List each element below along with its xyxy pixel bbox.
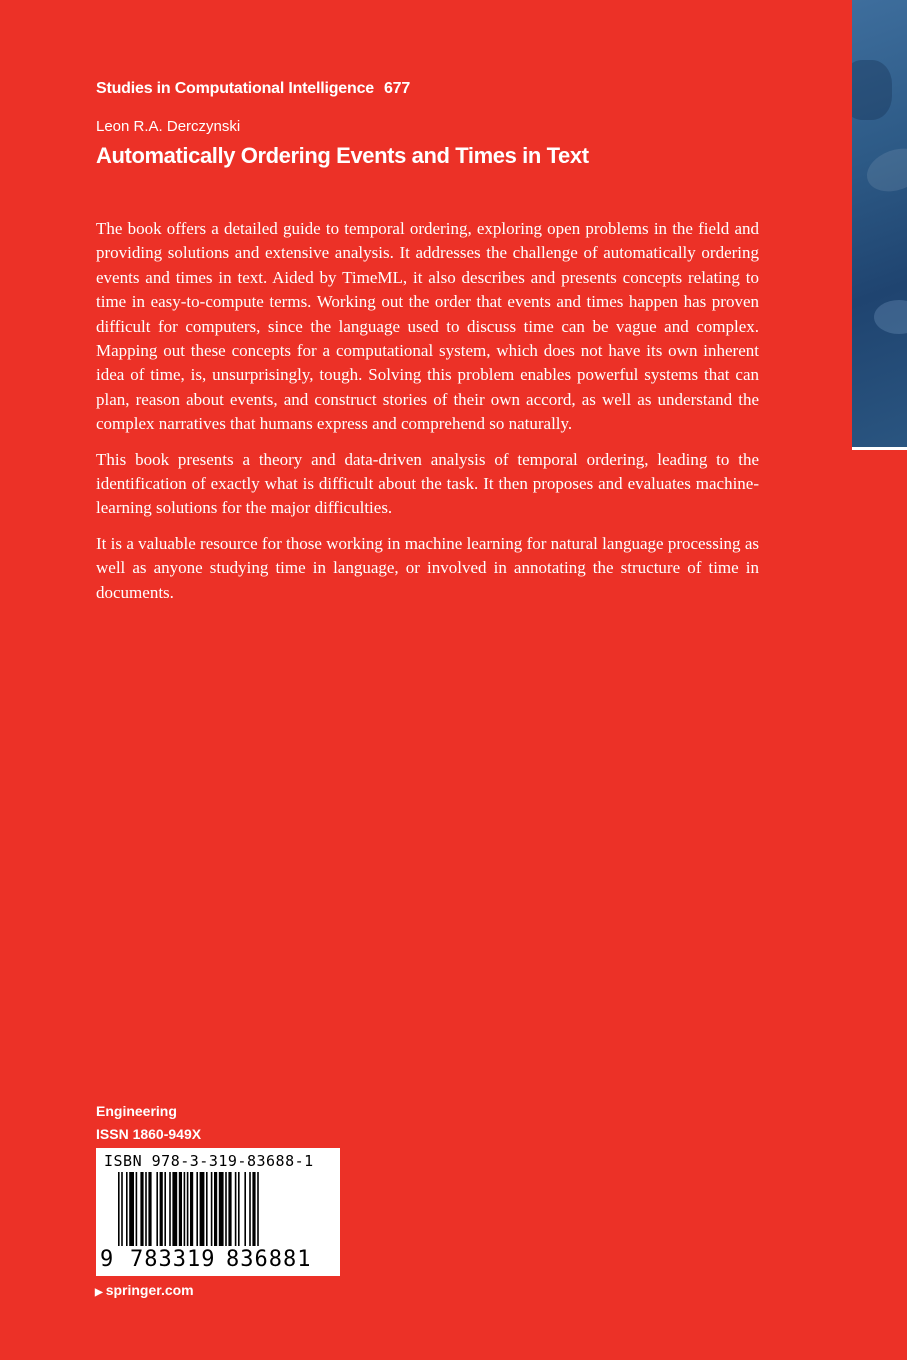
publisher-website-label: springer.com (105, 1282, 194, 1298)
spine-image-shape (852, 60, 892, 120)
subject-category: Engineering (96, 1103, 177, 1119)
isbn-label: ISBN 978-3-319-83688-1 (104, 1152, 314, 1170)
description-paragraph: This book presents a theory and data-driven analysis of temporal ordering, leading to the identification of exactly what is difficult about the task. It then proposes and evaluates machine-learning solutions for the major difficulties. (96, 449, 759, 518)
description-paragraph: The book offers a detailed guide to temporal ordering, exploring open problems in the field and providing solutions and extensive analysis. It addresses the challenge of automatically ordering events and times in text. Aided by TimeML, it also describes and presents concepts relating to time in easy-to-compute terms. Working out the order that events and times happen has proven difficult for computers, since the language used to discuss time can be vague and complex. Mapping out these concepts for a computational system, which does not have its own inherent idea of time, is, unsurprisingly, tough. Solving this problem enables powerful systems that can plan, reason about events, and construct stories of their own accord, as well as understand the complex narratives that humans express and comprehend so naturally. (96, 219, 759, 434)
publisher-website-link[interactable] (95, 1282, 194, 1298)
issn-number: ISSN 1860-949X (96, 1126, 202, 1142)
isbn-barcode (96, 1148, 340, 1276)
spine-divider-line (852, 447, 907, 450)
spine-image-shape (874, 300, 907, 334)
author-name: Leon R.A. Derczynski (96, 118, 241, 135)
spine-image-shape (861, 141, 907, 199)
ean-right-group: 836881 (226, 1247, 312, 1272)
series-volume: 677 (383, 80, 411, 97)
barcode-bars (118, 1172, 318, 1258)
ean-first-digit: 9 (100, 1247, 114, 1272)
cover-spine-image (852, 0, 907, 447)
ean-left-group: 783319 (130, 1247, 216, 1272)
series-name: Studies in Computational Intelligence (96, 80, 374, 97)
description-paragraph: It is a valuable resource for those working in machine learning for natural language processing as well as anyone studying time in language, or involved in annotating the structure of time in documents. (96, 533, 759, 602)
book-description (96, 217, 759, 616)
triangle-right-icon: ▶ (95, 1287, 103, 1298)
series-title (96, 80, 410, 98)
book-title: Automatically Ordering Events and Times in Text (96, 143, 589, 168)
